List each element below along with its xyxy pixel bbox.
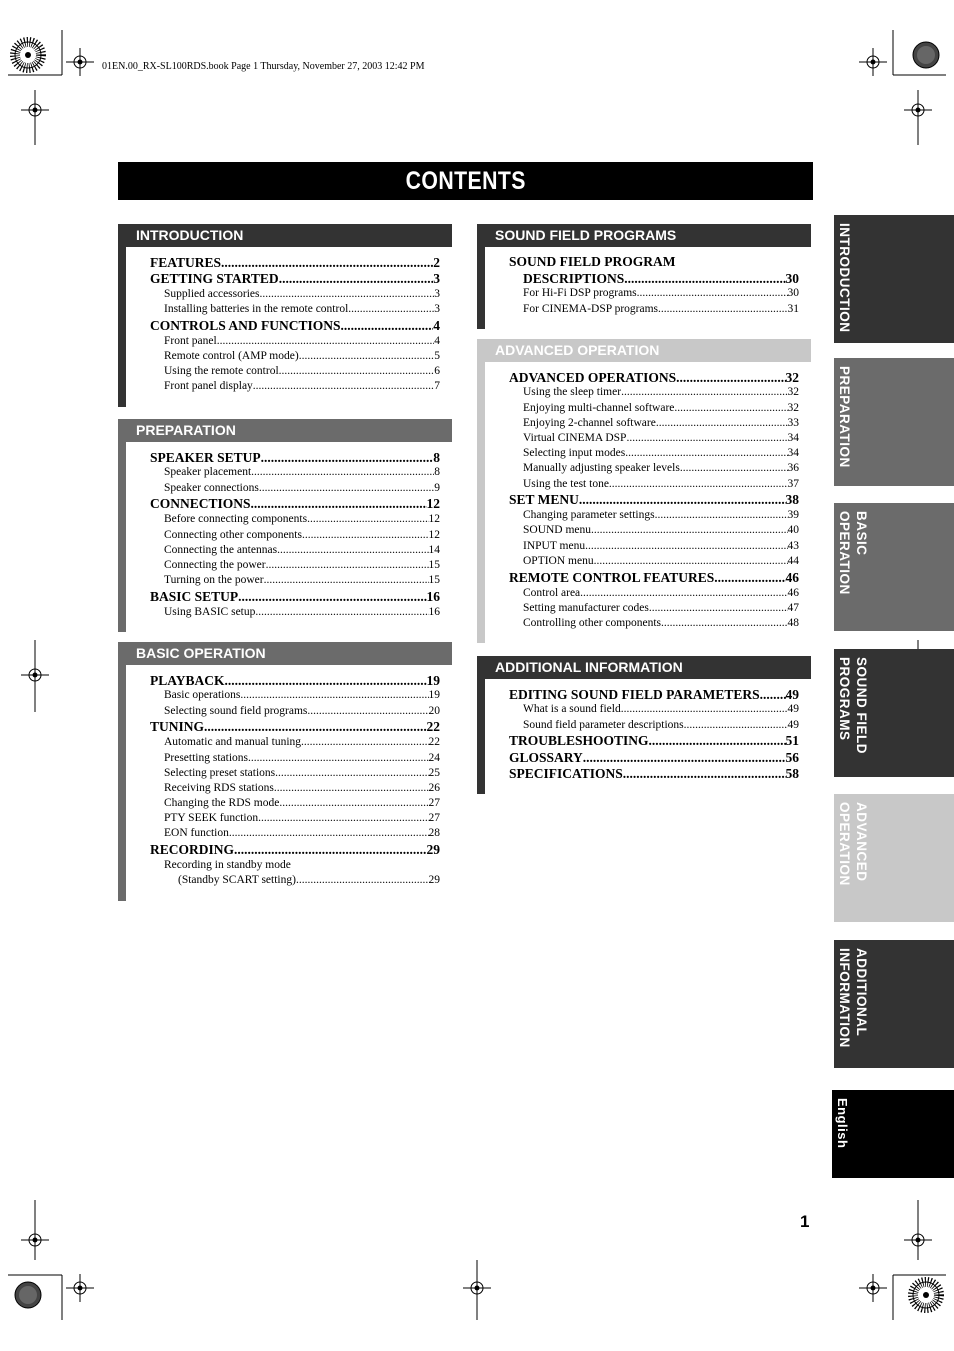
toc-dot-leader xyxy=(251,466,434,481)
toc-entry-title: Remote control (AMP mode) xyxy=(164,350,299,363)
toc-entry[interactable] xyxy=(150,379,440,394)
toc-dot-leader xyxy=(301,735,428,750)
toc-dot-leader xyxy=(275,766,428,781)
toc-page-number: 5 xyxy=(434,350,440,363)
toc-entry[interactable] xyxy=(509,446,799,461)
toc-entry[interactable] xyxy=(150,735,440,750)
toc-page-number: 20 xyxy=(428,704,440,717)
toc-dot-leader xyxy=(279,796,428,811)
toc-entry[interactable] xyxy=(150,287,440,302)
toc-dot-leader xyxy=(253,379,434,394)
toc-dot-leader xyxy=(277,543,428,558)
toc-entry-title: Controlling other components xyxy=(523,616,661,629)
toc-entry-title: Using the remote control xyxy=(164,365,279,378)
toc-entry-title: Connecting other components xyxy=(164,528,302,541)
toc-entry-title: SET MENU xyxy=(509,492,579,508)
toc-page-number: 15 xyxy=(428,558,440,571)
toc-page-number: 38 xyxy=(785,492,799,508)
side-tab-label: PREPARATION xyxy=(837,366,852,468)
toc-dot-leader xyxy=(714,570,785,586)
toc-page-number: 9 xyxy=(434,481,440,494)
toc-page-number: 22 xyxy=(428,736,440,749)
side-tab-english[interactable] xyxy=(832,1090,954,1178)
side-tab-preparation[interactable] xyxy=(834,358,954,486)
toc-entry-title: Selecting preset stations xyxy=(164,766,276,779)
toc-dot-leader xyxy=(261,450,434,466)
toc-entry-title: CONNECTIONS xyxy=(150,496,251,512)
toc-entry[interactable] xyxy=(150,334,440,349)
section-basic-operation xyxy=(118,642,452,901)
toc-page-number: 24 xyxy=(428,751,440,764)
side-tab-label: BASIC OPERATION xyxy=(837,511,869,595)
toc-page-number: 12 xyxy=(428,528,440,541)
toc-entry-title: (Standby SCART setting) xyxy=(178,874,296,887)
toc-entry[interactable] xyxy=(150,466,440,481)
toc-page-number: 19 xyxy=(426,672,440,688)
toc-entry-title: TUNING xyxy=(150,719,205,735)
toc-entry-title: SOUND FIELD PROGRAM xyxy=(509,254,676,269)
toc-entry-title: RECORDING xyxy=(150,842,235,858)
toc-page-number: 56 xyxy=(785,749,799,765)
toc-page-number: 47 xyxy=(787,601,799,614)
toc-entry[interactable] xyxy=(150,827,440,842)
toc-page-number: 32 xyxy=(785,369,799,385)
toc-page-number: 43 xyxy=(787,539,799,552)
toc-page-number: 46 xyxy=(785,569,799,585)
toc-entry[interactable] xyxy=(150,512,440,527)
toc-entry-title: SOUND menu xyxy=(523,524,592,537)
toc-dot-leader xyxy=(658,302,787,317)
toc-heading-entry[interactable] xyxy=(150,450,440,466)
toc-page-number: 49 xyxy=(787,703,799,716)
toc-entry[interactable] xyxy=(509,554,799,569)
side-tab-label: ADVANCED OPERATION xyxy=(837,802,869,886)
toc-page-number: 32 xyxy=(787,401,799,414)
toc-page-number: 14 xyxy=(428,543,440,556)
toc-dot-leader xyxy=(225,673,427,689)
toc-page-number: 3 xyxy=(434,287,440,300)
section-heading: SOUND FIELD PROGRAMS xyxy=(477,224,811,247)
toc-entry-title: FEATURES xyxy=(150,254,222,270)
toc-page-number: 7 xyxy=(434,380,440,393)
toc-heading-entry[interactable] xyxy=(150,842,440,858)
toc-entry-title: PTY SEEK function xyxy=(164,812,259,825)
toc-dot-leader xyxy=(259,481,434,496)
toc-dot-leader xyxy=(341,318,434,334)
toc-dot-leader xyxy=(625,446,787,461)
toc-heading-entry[interactable] xyxy=(509,687,799,703)
toc-dot-leader xyxy=(624,271,785,287)
toc-entry[interactable] xyxy=(150,528,440,543)
toc-entry-title: Speaker connections xyxy=(164,481,259,494)
toc-entry-title: Selecting sound field programs xyxy=(164,704,308,717)
toc-page-number: 33 xyxy=(787,416,799,429)
toc-entry-title: Setting manufacturer codes xyxy=(523,601,649,614)
side-tab-advanced-operation[interactable] xyxy=(834,794,954,922)
toc-entry[interactable] xyxy=(150,873,440,888)
toc-entry-title: Enjoying 2-channel software xyxy=(523,416,656,429)
toc-page-number: 30 xyxy=(787,287,799,300)
toc-entry-title: PLAYBACK xyxy=(150,672,225,688)
toc-dot-leader xyxy=(621,703,788,718)
toc-entry-title: TROUBLESHOOTING xyxy=(509,733,649,749)
toc-entry-title: Connecting the antennas xyxy=(164,543,278,556)
toc-dot-leader xyxy=(760,687,786,703)
toc-entry[interactable] xyxy=(509,302,799,317)
toc-page-number: 29 xyxy=(428,874,440,887)
toc-entry[interactable] xyxy=(150,481,440,496)
toc-page-number: 29 xyxy=(426,842,440,858)
toc-page-number: 8 xyxy=(433,449,440,465)
toc-entry[interactable] xyxy=(150,796,440,811)
section-advanced-operation xyxy=(477,339,811,643)
toc-entry-title: Using BASIC setup xyxy=(164,605,256,618)
toc-entry[interactable] xyxy=(150,573,440,588)
page-title-bar xyxy=(118,162,813,200)
toc-page-number: 32 xyxy=(787,386,799,399)
toc-entry-title: GETTING STARTED xyxy=(150,271,279,286)
toc-page-number: 26 xyxy=(428,781,440,794)
toc-dot-leader xyxy=(674,401,787,416)
toc-dot-leader xyxy=(266,558,429,573)
toc-heading-entry[interactable] xyxy=(509,766,799,782)
toc-entry[interactable] xyxy=(150,605,440,620)
toc-page-number: 3 xyxy=(434,303,440,316)
toc-page-number: 3 xyxy=(433,271,440,286)
toc-dot-leader xyxy=(299,349,435,364)
toc-entry-title: Using the test tone xyxy=(523,477,609,490)
section-heading: INTRODUCTION xyxy=(118,224,452,247)
toc-dot-leader xyxy=(238,589,426,605)
toc-dot-leader xyxy=(579,492,786,508)
toc-entry[interactable] xyxy=(150,858,440,873)
toc-entry-title: CONTROLS AND FUNCTIONS xyxy=(150,317,341,333)
toc-entry[interactable] xyxy=(509,524,799,539)
toc-entry-title: REMOTE CONTROL FEATURES xyxy=(509,569,715,585)
toc-dot-leader xyxy=(217,334,435,349)
toc-dot-leader xyxy=(649,733,786,749)
toc-dot-leader xyxy=(240,689,428,704)
toc-entry-title: GLOSSARY xyxy=(509,749,583,765)
toc-entry[interactable] xyxy=(509,477,799,492)
toc-heading-entry[interactable] xyxy=(509,271,799,287)
toc-entry-title: Enjoying multi-channel software xyxy=(523,401,675,414)
toc-heading-entry[interactable] xyxy=(150,496,440,512)
toc-dot-leader xyxy=(204,719,426,735)
toc-entry-title: Supplied accessories xyxy=(164,287,260,300)
toc-entry-title: Receiving RDS stations xyxy=(164,781,274,794)
toc-dot-leader xyxy=(583,750,786,766)
toc-dot-leader xyxy=(279,364,435,379)
side-tab-additional-information[interactable] xyxy=(834,940,954,1068)
toc-entry-title: Installing batteries in the remote control xyxy=(164,303,349,316)
toc-entry-title: Virtual CINEMA DSP xyxy=(523,432,627,445)
toc-entry[interactable] xyxy=(150,364,440,379)
side-tab-introduction[interactable] xyxy=(834,215,954,343)
toc-entry[interactable] xyxy=(509,718,799,733)
side-tab-label: English xyxy=(835,1098,850,1149)
toc-entry[interactable] xyxy=(150,704,440,719)
toc-entry-title: EON function xyxy=(164,827,229,840)
toc-dot-leader xyxy=(348,302,434,317)
toc-entry[interactable] xyxy=(509,461,799,476)
toc-entry-title: Sound field parameter descriptions xyxy=(523,718,684,731)
toc-entry-title: BASIC SETUP xyxy=(150,588,239,604)
toc-dot-leader xyxy=(260,287,435,302)
toc-heading-entry[interactable] xyxy=(150,255,440,271)
toc-heading-entry[interactable] xyxy=(509,254,799,270)
toc-entry-title: Control area xyxy=(523,586,581,599)
toc-page-number: 25 xyxy=(428,766,440,779)
toc-entry-title: Front panel display xyxy=(164,380,253,393)
toc-entry-title: DESCRIPTIONS xyxy=(523,270,625,286)
toc-entry-title: Front panel xyxy=(164,334,217,347)
toc-page-number: 40 xyxy=(787,524,799,537)
section-introduction xyxy=(118,224,452,407)
file-info: 01EN.00_RX-SL100RDS.book Page 1 Thursday, November 27, 2003 12:42 PM xyxy=(102,61,425,72)
toc-page-number: 12 xyxy=(426,496,440,512)
side-tab-label: SOUND FIELD PROGRAMS xyxy=(837,657,869,755)
toc-dot-leader xyxy=(296,873,429,888)
toc-heading-entry[interactable] xyxy=(150,271,440,287)
section-entries xyxy=(477,679,811,794)
toc-heading-entry[interactable] xyxy=(509,733,799,749)
toc-dot-leader xyxy=(251,496,427,512)
toc-entry-title: Changing the RDS mode xyxy=(164,797,280,810)
toc-entry[interactable] xyxy=(150,543,440,558)
toc-heading-entry[interactable] xyxy=(509,370,799,386)
toc-entry-title: OPTION menu xyxy=(523,554,594,567)
toc-dot-leader xyxy=(264,573,429,588)
toc-dot-leader xyxy=(307,512,428,527)
toc-dot-leader xyxy=(656,416,788,431)
toc-page-number: 30 xyxy=(785,270,799,286)
toc-entry[interactable] xyxy=(509,287,799,302)
section-entries xyxy=(477,247,811,329)
toc-page-number: 37 xyxy=(787,477,799,490)
toc-entry[interactable] xyxy=(509,401,799,416)
toc-dot-leader xyxy=(684,718,788,733)
toc-dot-leader xyxy=(274,781,429,796)
section-heading: ADVANCED OPERATION xyxy=(477,339,811,362)
side-tab-label: INTRODUCTION xyxy=(837,223,852,333)
toc-page-number: 48 xyxy=(787,616,799,629)
toc-page-number: 4 xyxy=(434,334,440,347)
toc-entry-title: Basic operations xyxy=(164,689,241,702)
toc-entry[interactable] xyxy=(509,616,799,631)
toc-dot-leader xyxy=(623,766,786,782)
toc-page-number: 46 xyxy=(787,586,799,599)
toc-page-number: 34 xyxy=(787,447,799,460)
toc-entry-title: Speaker placement xyxy=(164,466,252,479)
section-entries xyxy=(118,247,452,407)
toc-entry-title: Selecting input modes xyxy=(523,447,626,460)
toc-entry[interactable] xyxy=(509,508,799,523)
toc-entry[interactable] xyxy=(509,416,799,431)
toc-page-number: 51 xyxy=(785,733,799,749)
toc-dot-leader xyxy=(626,431,787,446)
toc-page-number: 27 xyxy=(428,812,440,825)
side-tab-basic-operation[interactable] xyxy=(834,503,954,631)
toc-dot-leader xyxy=(609,477,788,492)
toc-dot-leader xyxy=(649,601,788,616)
toc-entry[interactable] xyxy=(150,751,440,766)
toc-page-number: 27 xyxy=(428,797,440,810)
toc-entry[interactable] xyxy=(509,601,799,616)
page-number: 1 xyxy=(800,1212,810,1231)
toc-dot-leader xyxy=(258,811,428,826)
toc-entry[interactable] xyxy=(509,586,799,601)
section-preparation xyxy=(118,419,452,632)
toc-entry-title: Presetting stations xyxy=(164,751,249,764)
section-entries xyxy=(477,362,811,643)
toc-dot-leader xyxy=(661,616,788,631)
toc-entry-title: SPEAKER SETUP xyxy=(150,449,261,465)
toc-entry[interactable] xyxy=(509,431,799,446)
toc-entry[interactable] xyxy=(150,349,440,364)
toc-page-number: 31 xyxy=(787,302,799,315)
toc-entry-title: Using the sleep timer xyxy=(523,386,622,399)
toc-dot-leader xyxy=(594,554,788,569)
toc-dot-leader xyxy=(655,508,788,523)
toc-entry[interactable] xyxy=(509,386,799,401)
toc-dot-leader xyxy=(234,842,426,858)
toc-entry-title: Manually adjusting speaker levels xyxy=(523,462,680,475)
toc-entry-title: Changing parameter settings xyxy=(523,509,655,522)
toc-entry-title: SPECIFICATIONS xyxy=(509,766,623,782)
toc-page-number: 44 xyxy=(787,554,799,567)
toc-entry[interactable] xyxy=(150,558,440,573)
toc-entry[interactable] xyxy=(150,689,440,704)
toc-dot-leader xyxy=(680,461,788,476)
toc-heading-entry[interactable] xyxy=(150,673,440,689)
toc-dot-leader xyxy=(637,287,788,302)
toc-entry-title: For Hi-Fi DSP programs xyxy=(523,287,637,300)
toc-dot-leader xyxy=(302,528,429,543)
toc-dot-leader xyxy=(580,586,787,601)
toc-heading-entry[interactable] xyxy=(509,750,799,766)
toc-entry-title: Recording in standby mode xyxy=(164,859,291,872)
page-title: CONTENTS xyxy=(405,167,526,195)
toc-page-number: 2 xyxy=(433,254,440,270)
toc-page-number: 6 xyxy=(434,365,440,378)
toc-dot-leader xyxy=(585,539,787,554)
toc-entry-title: Automatic and manual tuning xyxy=(164,736,302,749)
toc-entry-title: Connecting the power xyxy=(164,558,266,571)
toc-entry[interactable] xyxy=(509,539,799,554)
toc-page-number: 49 xyxy=(787,718,799,731)
toc-entry[interactable] xyxy=(150,781,440,796)
toc-dot-leader xyxy=(248,751,428,766)
toc-page-number: 16 xyxy=(428,605,440,618)
toc-entry[interactable] xyxy=(150,766,440,781)
section-additional-information xyxy=(477,656,811,794)
toc-dot-leader xyxy=(221,255,433,271)
toc-page-number: 22 xyxy=(426,719,440,735)
toc-dot-leader xyxy=(255,605,428,620)
section-entries xyxy=(118,442,452,632)
toc-page-number: 19 xyxy=(428,689,440,702)
toc-page-number: 15 xyxy=(428,574,440,587)
side-tab-sound-field-programs[interactable] xyxy=(834,649,954,777)
toc-page-number: 28 xyxy=(428,827,440,840)
toc-entry[interactable] xyxy=(509,703,799,718)
toc-page-number: 8 xyxy=(434,466,440,479)
toc-page-number: 49 xyxy=(785,686,799,702)
section-heading: ADDITIONAL INFORMATION xyxy=(477,656,811,679)
toc-page-number: 39 xyxy=(787,509,799,522)
toc-page-number: 34 xyxy=(787,432,799,445)
toc-heading-entry[interactable] xyxy=(509,570,799,586)
toc-dot-leader xyxy=(279,271,434,287)
toc-page-number: 16 xyxy=(426,588,440,604)
toc-heading-entry[interactable] xyxy=(509,492,799,508)
toc-entry-title: EDITING SOUND FIELD PARAMETERS xyxy=(509,686,760,702)
section-heading: PREPARATION xyxy=(118,419,452,442)
toc-dot-leader xyxy=(621,386,787,401)
toc-dot-leader xyxy=(307,704,428,719)
toc-entry[interactable] xyxy=(150,302,440,317)
toc-entry-title: Turning on the power xyxy=(164,574,264,587)
toc-heading-entry[interactable] xyxy=(150,318,440,334)
section-heading: BASIC OPERATION xyxy=(118,642,452,665)
toc-page-number: 58 xyxy=(785,766,799,782)
section-sound-field-programs xyxy=(477,224,811,329)
side-tab-label: ADDITIONAL INFORMATION xyxy=(837,948,869,1048)
toc-heading-entry[interactable] xyxy=(150,719,440,735)
toc-page-number: 12 xyxy=(428,513,440,526)
toc-entry-title: What is a sound field xyxy=(523,703,621,716)
toc-page-number: 4 xyxy=(433,317,440,333)
section-entries xyxy=(118,665,452,901)
toc-entry-title: Before connecting components xyxy=(164,513,308,526)
toc-heading-entry[interactable] xyxy=(150,589,440,605)
toc-entry-title: For CINEMA-DSP programs xyxy=(523,302,659,315)
toc-dot-leader xyxy=(676,370,785,386)
toc-page-number: 36 xyxy=(787,462,799,475)
toc-dot-leader xyxy=(229,827,429,842)
toc-entry-title: ADVANCED OPERATIONS xyxy=(509,369,677,385)
toc-entry-title: INPUT menu xyxy=(523,539,586,552)
toc-entry[interactable] xyxy=(150,811,440,826)
toc-dot-leader xyxy=(591,524,787,539)
